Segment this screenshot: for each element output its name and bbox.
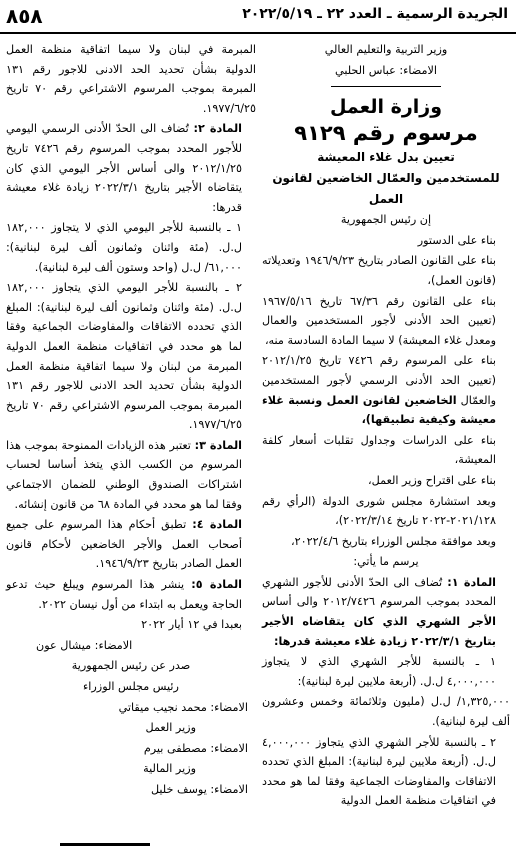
president-signature: الامضاء: ميشال عون [36, 638, 133, 652]
signing-date: بعبدا في ١٢ أيار ٢٠٢٢ [141, 618, 242, 632]
preamble-council-state: وبعد استشارة مجلس شورى الدولة (الرأي رقم ٢٠٢١/١٢٨-٢٠٢٢ تاريخ ٢٠٢٢/٣/١٤)، [262, 494, 496, 528]
article-1-text-b: الأجر الشهري الذي كان يتقاضاه الأجير بتاريخ ٢٠٢٢/٣/١ زيادة غلاء معيشة قدرها: [262, 615, 496, 648]
article-2-item-1: ١ ـ بالنسبة للأجر اليومي الذي لا يتجاوز ١٨٢,٠٠٠ ل.ل. (مئة واثنان وثمانون ألف ليرة لبنانية): ٦١,٠٠٠/ ل.ل (واحد وستون ألف ليرة لبنانية). [6, 221, 242, 274]
preamble-president: إن رئيس الجمهورية [340, 213, 432, 227]
decree-subtitle-2: للمستخدمين والعمّال الخاضعين لقانون العمل [272, 171, 500, 207]
pm-title: رئيس مجلس الوزراء [83, 680, 179, 693]
prev-signature-title: وزير التربية والتعليم العالي [324, 43, 448, 56]
preamble-law-36: بناء على القانون رقم ٦٧/٣٦ تاريخ ١٩٦٧/٥/١٦ (تعيين الحد الأدنى لأجور المستخدمين والعمال ومعدل غلاء المعيشة) لا سيما المادة السادسة منه، [262, 294, 496, 347]
preamble-studies: بناء على الدراسات وجداول تقلبات أسعار كلفة المعيشة، [262, 433, 496, 467]
left-column [6, 40, 256, 801]
right-column [262, 40, 510, 812]
end-rule [60, 843, 150, 846]
decree-number [262, 121, 510, 147]
article-1-item-1: ١ ـ بالنسبة للأجر الشهري الذي لا يتجاوز ٤,٠٠٠,٠٠٠ ل.ل. (أربعة ملايين ليرة لبنانية): [262, 655, 496, 688]
page-number: ٨٥٨ [6, 4, 43, 28]
article-1 [262, 573, 510, 651]
article-3-label: المادة ٣: [194, 438, 242, 452]
finance-minister-title: وزير المالية [143, 762, 196, 776]
article-2-text: تُضاف الى الحدّ الأدنى الرسمي اليومي للأجور المحدد بموجب المرسوم رقم ٧٤٢٦ تاريخ ٢٠١٢/١/٢٥ والى أساس الأجر اليومي الذي كان يتقاضاه الأجير بتاريخ ٢٠٢٢/٣/١ زيادة غلاء معيشة قدرها: [6, 122, 242, 214]
preamble-labour-law: بناء على القانون الصادر بتاريخ ١٩٤٦/٩/٢٣ وتعديلاته (قانون العمل)، [262, 254, 496, 287]
preamble-decree-7426 [262, 351, 510, 429]
decree-number-text: مرسوم رقم ٩١٢٩ [294, 121, 478, 146]
page-header [0, 0, 516, 34]
article-5-text: ينشر هذا المرسوم ويبلغ حيث تدعو الحاجة ويعمل به ابتداء من أول نيسان ٢٠٢٢. [6, 578, 242, 611]
article-5-label: المادة ٥: [191, 578, 242, 592]
article-1-item-1-amount: ١,٣٢٥,٠٠٠/ ل.ل (مليون وثلاثمائة وخمس وعشرون ألف ليرة لبنانية). [262, 695, 510, 729]
preamble-decree-7426-a: بناء على المرسوم رقم ٧٤٢٦ تاريخ ٢٠١٢/١/٢٥ (تعيين الحد الأدنى الرسمي لأجور المستخدمين والعمّال [262, 354, 496, 407]
gazette-title: الجريدة الرسمية ـ العدد ٢٢ ـ ٢٠٢٢/٥/١٩ [242, 6, 508, 22]
article-3 [6, 436, 256, 514]
preamble-proposal: بناء على اقتراح وزير العمل، [368, 473, 496, 487]
article-1-text-a: تُضاف الى الحدّ الأدنى للأجور الشهري المحدد بموجب المرسوم ٢٠١٢/٧٤٢٦ والى أساس [262, 575, 497, 609]
preamble-cabinet: وبعد موافقة مجلس الوزراء بتاريخ ٢٠٢٢/٤/٦، [291, 534, 496, 548]
article-1-label: المادة ١: [447, 575, 496, 589]
pm-signature: الامضاء: محمد نجيب ميقاتي [118, 700, 248, 714]
article-1-item-2: ٢ ـ بالنسبة للأجر الشهري الذي يتجاوز ٤,٠٠٠,٠٠٠ ل.ل. (أربعة ملايين ليرة لبنانية): المبلغ الذي تحدده الاتفاقات والمفاوضات الجماعية وفقا لما هو محدد في اتفاقيات منظمة العمل الدولية [262, 735, 496, 808]
decrees-following: يرسم ما يأتي: [353, 555, 419, 569]
article-2 [6, 119, 256, 217]
continuation-text: المبرمة في لبنان ولا سيما اتفاقية منظمة العمل الدولية بشأن تحديد الحد الادنى للاجور رقم ١٣١ المبرمة بموجب المرسوم الاشتراعي رقم ٧٠ تاريخ ١٩٧٧/٦/٢٥. [6, 43, 256, 115]
article-2-label: المادة ٢: [193, 122, 242, 136]
separator-rule [331, 86, 441, 87]
labour-minister-title: وزير العمل [145, 721, 196, 735]
article-4-text: تطبق أحكام هذا المرسوم على جميع أصحاب العمل والأجر الخاضعين لأحكام قانون العمل الصادر بتاريخ ١٩٤٦/٩/٢٣. [6, 518, 242, 571]
preamble-constitution: بناء على الدستور [417, 233, 496, 247]
issued-by: صدر عن رئيس الجمهورية [71, 659, 191, 673]
finance-minister-signature: الامضاء: يوسف خليل [150, 782, 248, 796]
ministry-title: وزارة العمل [329, 96, 443, 119]
article-3-text: تعتبر هذه الزيادات الممنوحة بموجب هذا المرسوم من الكسب الذي يتخذ أساسا لحساب اشتراكات الصندوق الوطني للضمان الاجتماعي وفقا لما هو محدد في المادة ٦٨ من قانون إنشائه. [6, 438, 242, 511]
decree-subtitle-1: تعيين بدل غلاء المعيشة [317, 150, 455, 165]
labour-minister-signature: الامضاء: مصطفى بيرم [143, 741, 248, 755]
article-4-label: المادة ٤: [192, 518, 242, 532]
article-5 [6, 575, 256, 614]
article-4 [6, 515, 256, 574]
preamble-decree-7426-b: الخاضعين لقانون العمل ونسبة غلاء معيشة وكيفية تطبيقها)، [262, 393, 496, 427]
prev-signature-name: الامضاء: عباس الحلبي [335, 63, 437, 77]
article-2-item-2: ٢ ـ بالنسبة للأجر اليومي الذي يتجاوز ١٨٢,٠٠٠ ل.ل. (مئة واثنان وثمانون ألف ليرة لبنانية): المبلغ الذي تحدده الاتفاقات والمفاوضات الجماعية وفقا لما هو محدد في اتفاقيات منظمة العمل الدولية المبرمة من لبنان ولا سيما اتفاقية منظمة العمل الدولية بشأن تحديد الحد الادنى للاجور رقم ١٣١ المبرمة بموجب المرسوم الاشتراعي رقم ٧٠ تاريخ ١٩٧٧/٦/٢٥. [6, 281, 242, 432]
